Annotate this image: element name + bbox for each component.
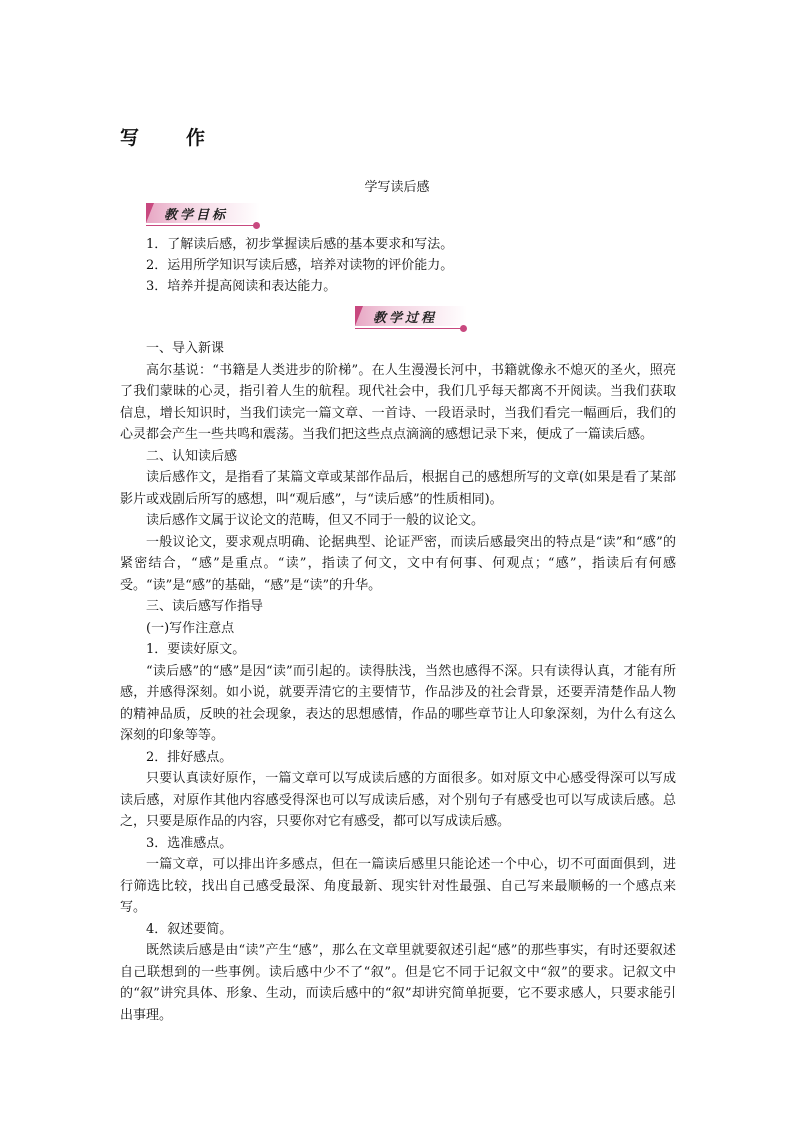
- document-title: 学写读后感: [364, 180, 430, 195]
- teaching-process-label: 教学过程: [355, 306, 467, 326]
- teaching-process-banner: [355, 305, 467, 327]
- paragraph: 读后感作文属于议论文的范畴，但又不同于一般的议论文。: [146, 513, 485, 528]
- banner-underline: [146, 225, 254, 226]
- paragraph: 高尔基说：“书籍是人类进步的阶梯”。在人生漫漫长河中，书籍就像永不熄灭的圣火，照亮了我们蒙昧的心灵，指引着人生的航程。现代社会中，我们几乎每天都离不开阅读。当我们获取信息，增长知识时，当我们读完一篇文章、一首诗、一段语录时，当我们看完一幅画后，我们的心灵都会产生一些共鸣和震荡。当我们把这些点点滴滴的感想记录下来，便成了一篇读后感。: [120, 362, 676, 442]
- subheading: 1．要读好原文。: [146, 642, 246, 657]
- teaching-goals-label: 教学目标: [146, 203, 260, 223]
- banner-dot-icon: [460, 325, 467, 332]
- banner-dot-icon: [253, 222, 260, 229]
- subheading: 一、导入新课: [146, 341, 225, 356]
- paragraph: 一般议论文，要求观点明确、论据典型、论证严密，而读后感最突出的特点是“读”和“感”的紧密结合，“感”是重点。“读”，指读了何文，文中有何事、何观点；“感”，指读后有何感受。“读”是“感”的基础，“感”是“读”的升华。: [120, 534, 676, 593]
- goal-item: 3．培养并提高阅读和表达能力。: [146, 279, 337, 294]
- subheading: 4．叙述要简。: [146, 921, 233, 937]
- paragraph: “读后感”的“感”是因“读”而引起的。读得肤浅，当然也感得不深。只有读得认真，才能有所感，并感得深刻。如小说，就要弄清它的主要情节，作品涉及的社会背景，还要弄清楚作品人物的精神品质，反映的社会现象，表达的思想感情，作品的哪些章节让人印象深刻，为什么有这么深刻的印象等等。: [120, 663, 676, 743]
- goal-item: 1．了解读后感，初步掌握读后感的基本要求和写法。: [146, 237, 454, 252]
- paragraph: 只要认真读好原作，一篇文章可以写成读后感的方面很多。如对原文中心感受得深可以写成读后感，对原作其他内容感受得深也可以写成读后感，对个别句子有感受也可以写成读后感。总之，只要是原作品的内容，只要你对它有感受，都可以写成读后感。: [120, 771, 676, 829]
- paragraph: 既然读后感是由“读”产生“感”，那么在文章里就要叙述引起“感”的那些事实，有时还要叙述自己联想到的一些事例。读后感中少不了“叙”。但是它不同于记叙文中“叙”的要求。记叙文中的“叙”讲究具体、形象、生动，而读后感中的“叙”却讲究简单扼要，它不要求感人，只要求能引出事理。: [120, 943, 676, 1023]
- body-text: [120, 338, 676, 1026]
- subheading: (一)写作注意点: [146, 620, 235, 636]
- teaching-goals-banner: [146, 202, 260, 224]
- section-heading: 写 作: [120, 127, 220, 149]
- subheading: 二、认知读后感: [146, 448, 238, 464]
- paragraph: 一篇文章，可以排出许多感点，但在一篇读后感里只能论述一个中心，切不可面面俱到，进行筛选比较，找出自己感受最深、角度最新、现实针对性最强、自己写来最顺畅的一个感点来写。: [120, 857, 676, 915]
- paragraph: 读后感作文，是指看了某篇文章或某部作品后，根据自己的感想所写的文章(如果是看了某部影片或戏剧后所写的感想，叫“观后感”，与“读后感”的性质相同)。: [120, 470, 676, 507]
- subheading: 3．选准感点。: [146, 835, 233, 851]
- subheading: 三、读后感写作指导: [146, 599, 264, 614]
- goal-item: 2．运用所学知识写读后感，培养对读物的评价能力。: [146, 258, 454, 273]
- subheading: 2．排好感点。: [146, 749, 233, 765]
- goals-list: [146, 234, 666, 297]
- banner-underline: [355, 328, 461, 329]
